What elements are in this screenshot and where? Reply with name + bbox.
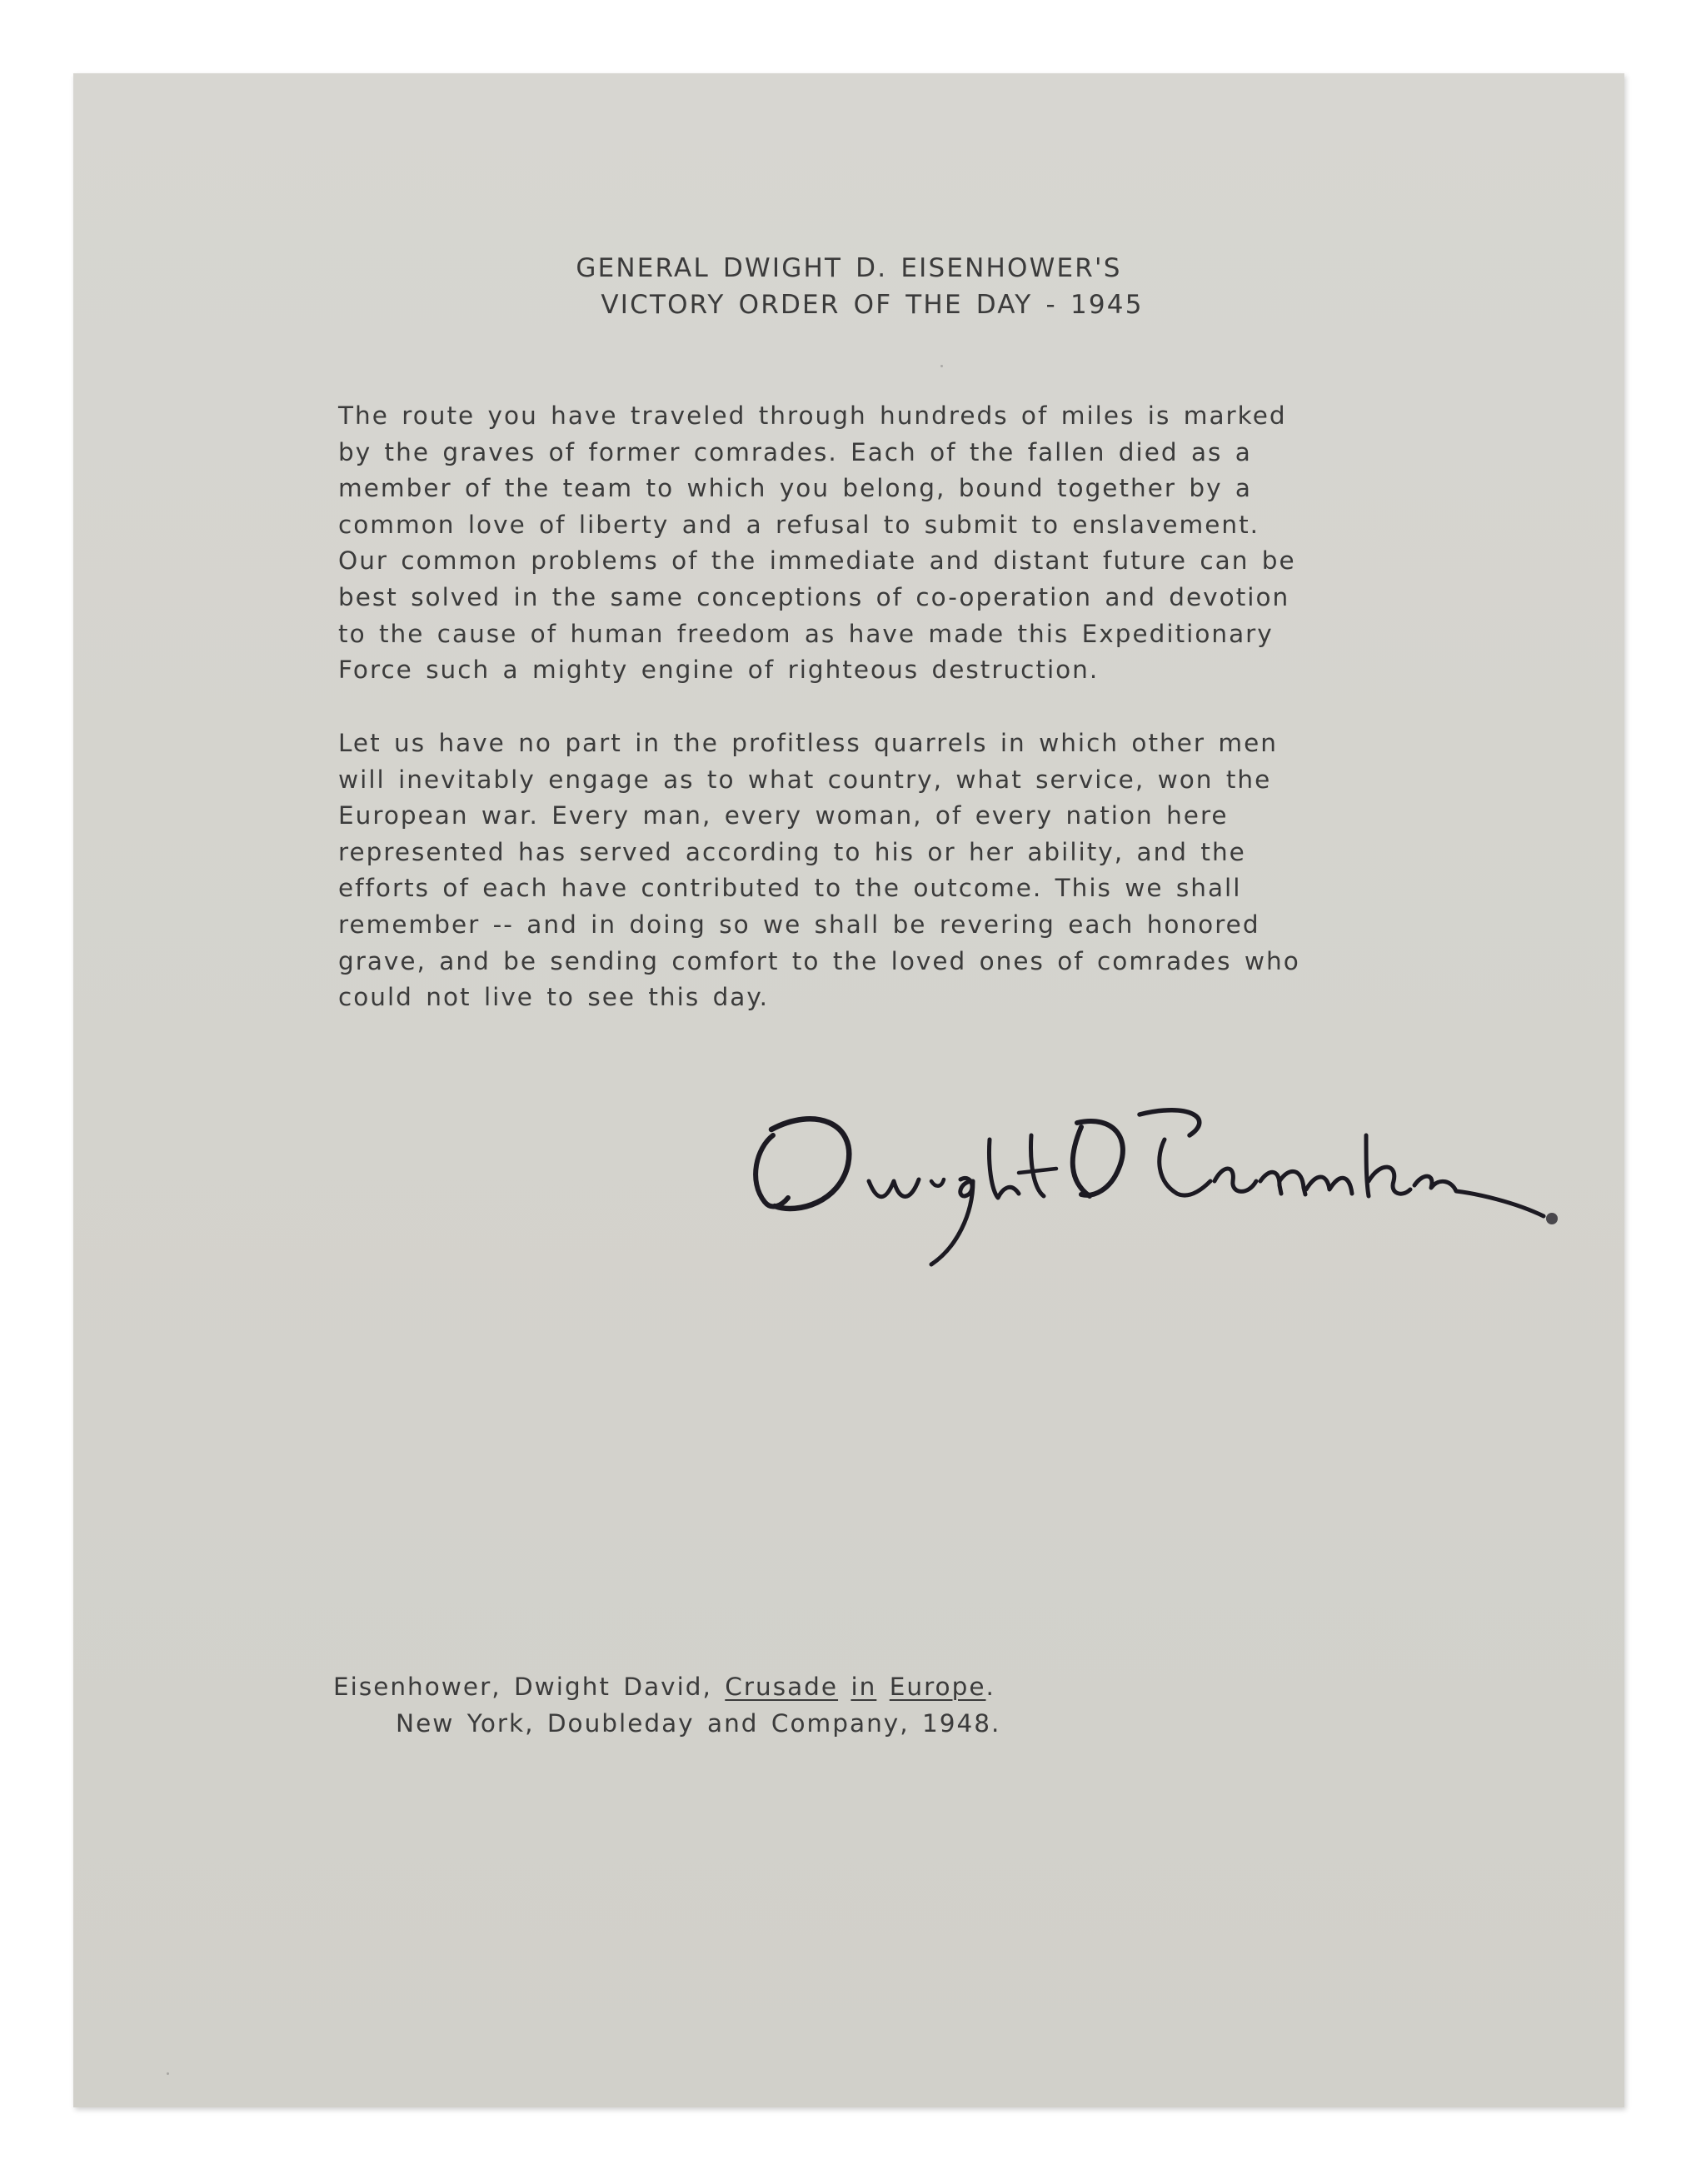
paragraph-2-line: Let us have no part in the profitless quarrels in which other men (338, 729, 1278, 757)
citation-book-word: in (851, 1673, 877, 1701)
paragraph-1-line: Our common problems of the immediate and distant future can be (338, 546, 1296, 576)
ink-blot (1546, 1213, 1558, 1224)
paragraph-2-line: could not live to see this day. (338, 983, 770, 1012)
paragraph-1-line: Force such a mighty engine of righteous destruction. (338, 656, 1100, 685)
citation-author: Eisenhower, Dwight David, (333, 1673, 726, 1701)
title-line-2: VICTORY ORDER OF THE DAY - 1945 (601, 290, 1144, 320)
paragraph-1-line: best solved in the same conceptions of co-operation and devotion (338, 582, 1290, 611)
paragraph-1-line: member of the team to which you belong, bound together by a (338, 474, 1253, 503)
citation-line-1 (333, 1668, 1000, 1705)
paper-speck (940, 365, 943, 367)
title-line-1: GENERAL DWIGHT D. EISENHOWER'S (576, 253, 1122, 283)
citation-period: . (985, 1673, 995, 1701)
paragraph-2-line: grave, and be sending comfort to the loved ones of comrades who (338, 946, 1300, 975)
paragraph-1-line: The route you have traveled through hundreds of miles is marked (338, 401, 1287, 430)
paragraph-2 (338, 726, 1300, 1016)
paragraph-2-line: remember -- and in doing so we shall be revering each honored (338, 910, 1260, 939)
document-title (73, 250, 1624, 323)
signature (723, 1056, 1598, 1273)
document-page (73, 73, 1624, 2107)
paragraph-2-line: represented has served according to his or her ability, and the (338, 837, 1246, 866)
paragraph-2-line: European war. Every man, every woman, of every nation here (338, 801, 1229, 830)
paragraph-1-line: common love of liberty and a refusal to submit to enslavement. (338, 510, 1260, 539)
paragraph-2-line: efforts of each have contributed to the outcome. This we shall (338, 874, 1242, 903)
citation-book-word: Europe (889, 1673, 986, 1701)
paper-speck (167, 2072, 169, 2075)
paragraph-1-line: by the graves of former comrades. Each of the fallen died as a (338, 437, 1252, 466)
citation-line-2: New York, Doubleday and Company, 1948. (396, 1709, 1001, 1738)
citation (333, 1668, 1000, 1742)
paragraph-2-line: will inevitably engage as to what country, what service, won the (338, 765, 1272, 794)
citation-book-word: Crusade (725, 1673, 839, 1701)
paragraph-1 (338, 398, 1296, 689)
paragraph-1-line: to the cause of human freedom as have made this Expeditionary (338, 619, 1274, 648)
